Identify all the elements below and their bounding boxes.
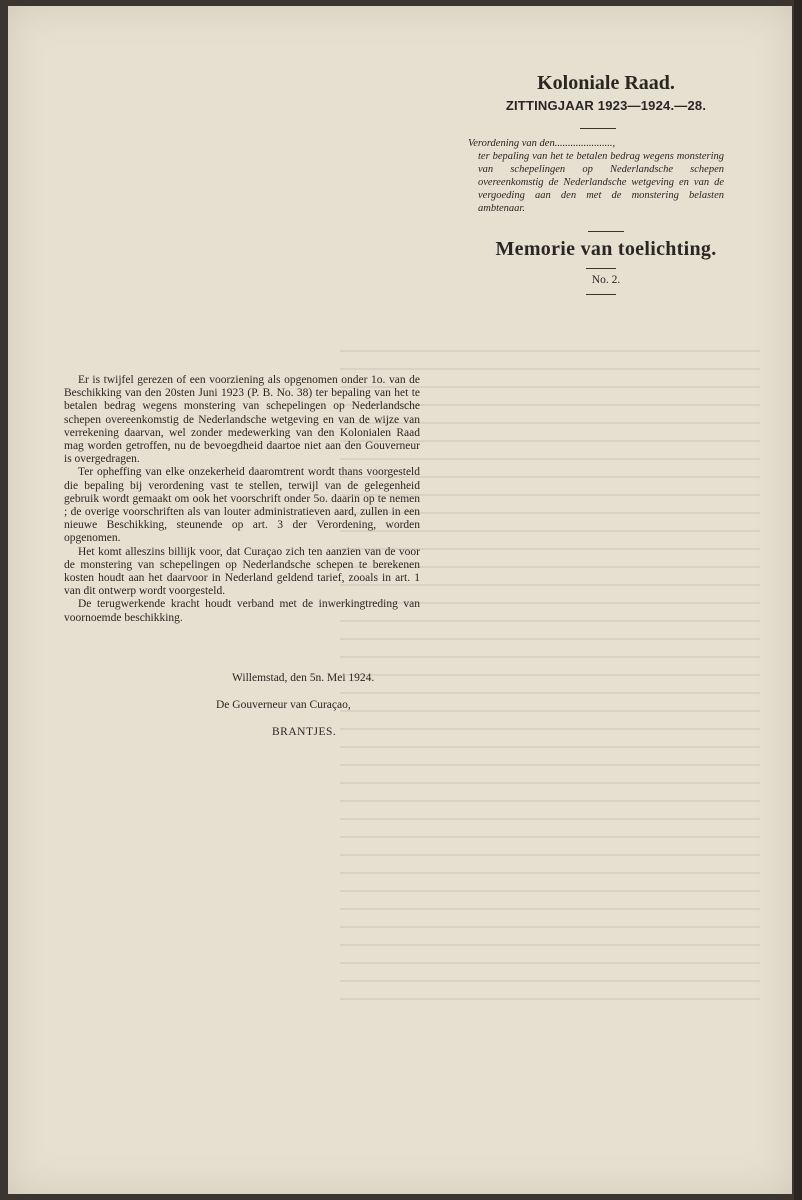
divider-3 <box>586 268 616 269</box>
paragraph-1: Er is twijfel gerezen of een voorziening als opgenomen onder 1o. van de Beschikking van den 20sten Juni 1923 (P. B. No. 38) ter bepaling van het te betalen bedrag wegens monstering van schepelingen op Nederlandsche schepen overeenkomstig de Nederlandsche wetgeving en van de wijze van verrekening daarvan, wel zonder medewerking van den Kolonialen Raad mag worden getroffen, nu de bevoegdheid daartoe niet aan den Gouverneur is overgedragen. <box>64 374 420 466</box>
divider-2 <box>588 231 624 232</box>
ordinance-description <box>468 137 724 215</box>
council-title: Koloniale Raad. <box>537 72 675 94</box>
paragraph-3: Het komt alleszins billijk voor, dat Curaçao zich ten aanzien van de voor de monstering van schepelingen op Nederlandsche schepen te berekenen kosten houdt aan het daarvoor in Nederland geldend tarief, zooals in art. 1 van dit ontwerp wordt voorgesteld. <box>64 545 420 598</box>
paragraph-4: De terugwerkende kracht houdt verband met de inwerkingtreding van voornoemde beschikking. <box>64 598 420 624</box>
binding-edge <box>794 0 802 1200</box>
document-number: No. 2. <box>591 274 621 286</box>
divider-1 <box>580 128 616 129</box>
ordinance-subject: ter bepaling van het te betalen bedrag wegens monstering van schepelingen op Nederlandsche schepen overeenkomstig de Nederlandsche wetgeving en van de vergoeding aan den met de monstering belasten ambtenaar. <box>478 151 724 214</box>
signature: BRANTJES. <box>272 726 337 738</box>
place-date: Willemstad, den 5n. Mei 1924. <box>232 672 375 684</box>
memorie-title: Memorie van toelichting. <box>495 238 717 260</box>
explanation-body <box>64 374 420 625</box>
session-year: ZITTINGJAAR 1923—1924.—28. <box>505 98 707 113</box>
paragraph-2: Ter opheffing van elke onzekerheid daaromtrent wordt thans voorgesteld die bepaling bij verordening vast te stellen, terwijl van de gelegenheid gebruik wordt gemaakt om ook het voorschrift onder 5o. daarin op te nemen ; de overige voorschriften als van louter administratieven aard, zullen in een nieuwe Beschikking, steunende op art. 3 der Verordening, worden opgenomen. <box>64 466 420 545</box>
governor-title: De Gouverneur van Curaçao, <box>216 699 351 711</box>
divider-4 <box>586 294 616 295</box>
ordinance-heading: Verordening van den......................, <box>468 138 616 149</box>
